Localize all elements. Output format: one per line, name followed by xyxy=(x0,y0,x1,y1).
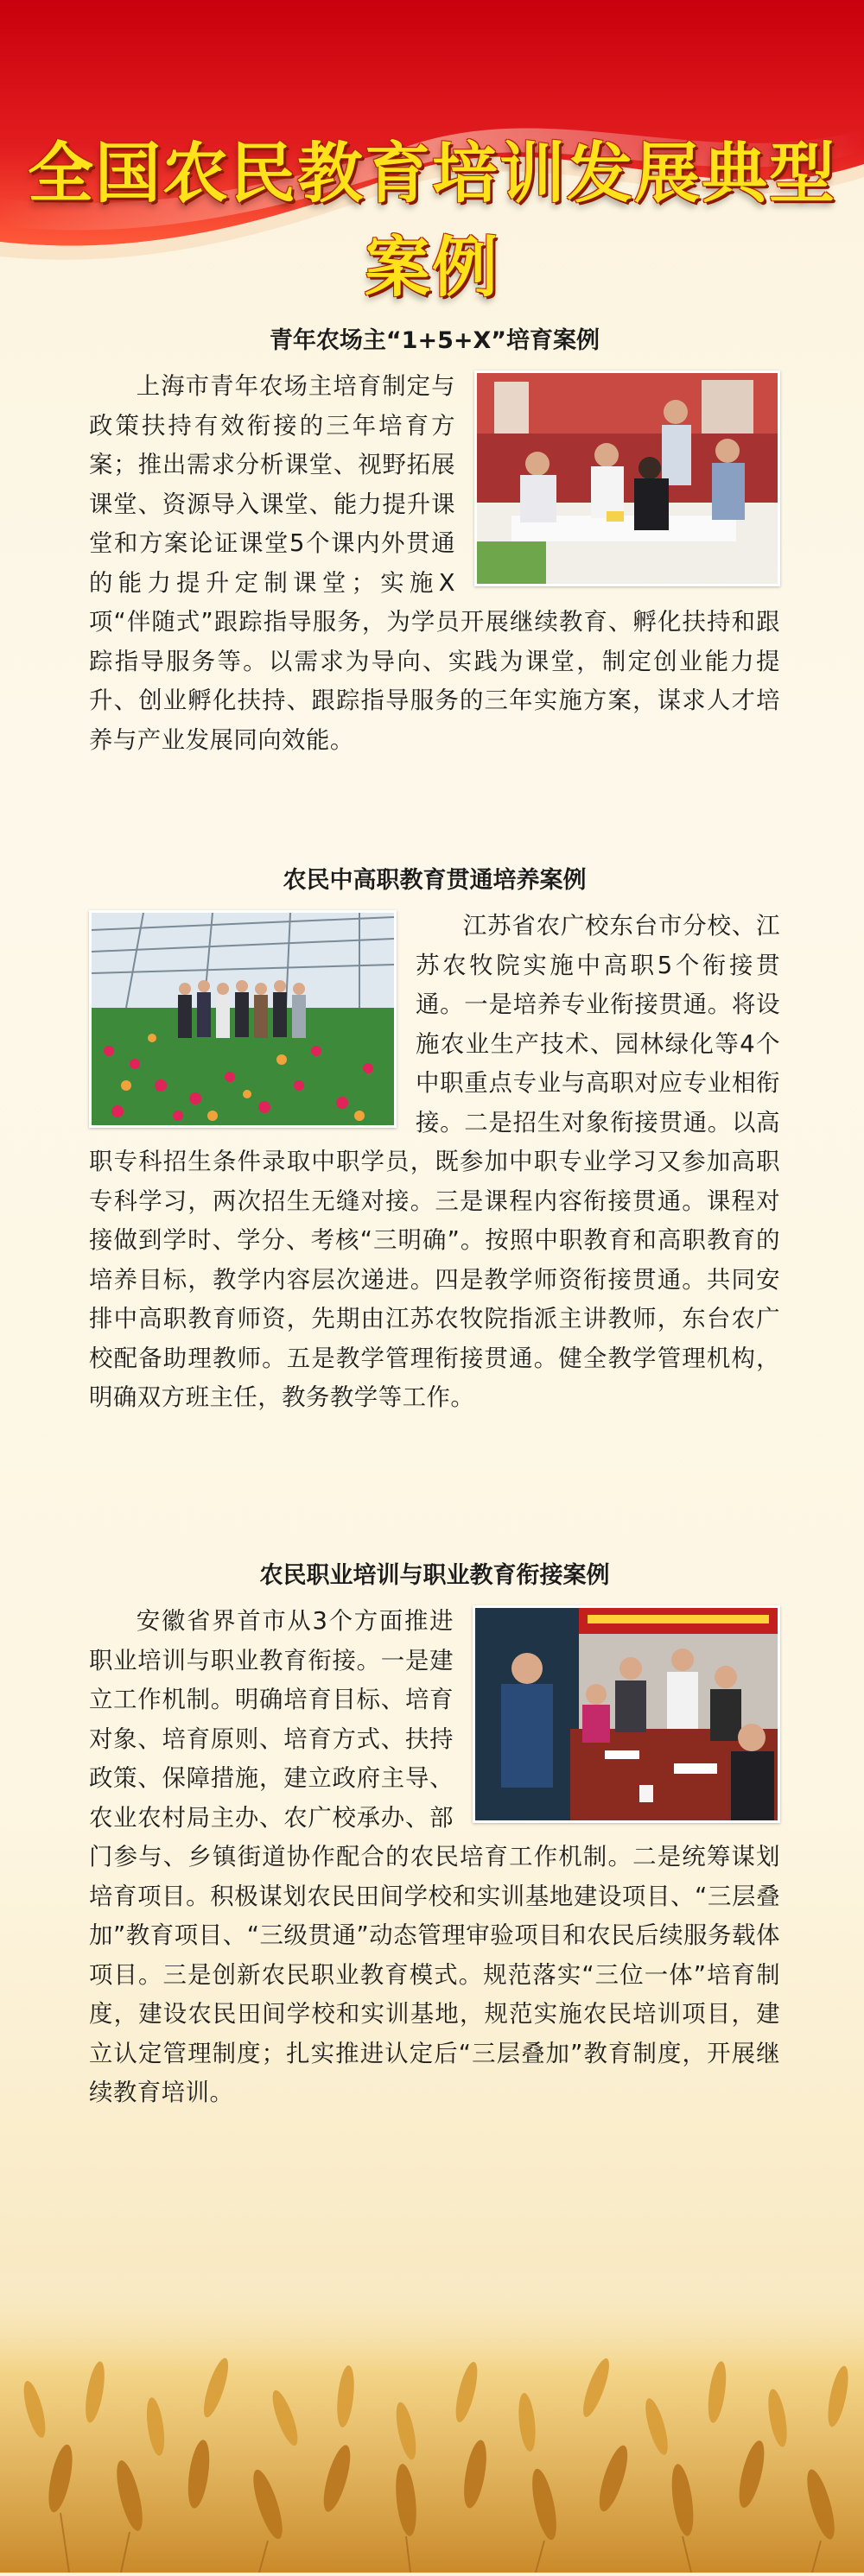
wheat-field-decoration xyxy=(0,2263,864,2573)
case-section-3 xyxy=(89,1559,780,2113)
case-body-2: 江苏省农广校东台市分校、江苏农牧院实施中高职5个衔接贯通。一是培养专业衔接贯通。将设施农业生产技术、园林绿化等4个中职重点专业与高职对应专业相衔接。二是招生对象衔接贯通。以高职专科招生条件录取中职学员，既参加中职专业学习又参加高职专科学习，两次招生无缝对接。三是课程内容衔接贯通。课程对接做到学时、学分、考核“三明确”。按照中职教育和高职教育的培养目标，教学内容层次递进。四是教学师资衔接贯通。共同安排中高职教育师资，先期由江苏农牧院指派主讲教师，东台农广校配备助理教师。五是教学管理衔接贯通。健全教学管理机构，明确双方班主任，教务教学等工作。 xyxy=(89,913,780,1411)
case-title-2: 农民中高职教育贯通培养案例 xyxy=(283,867,587,894)
case-section-2 xyxy=(89,864,780,1418)
case-photo-3 xyxy=(473,1605,780,1823)
case-photo-1 xyxy=(474,370,780,586)
case-photo-2 xyxy=(89,910,397,1128)
case-title-3: 农民职业培训与职业教育衔接案例 xyxy=(259,1562,610,1589)
case-title-1: 青年农场主“1+5+X”培育案例 xyxy=(269,327,600,354)
page-title: 全国农民教育培训发展典型案例 xyxy=(28,135,836,306)
header-banner xyxy=(0,0,864,306)
case-body-3: 安徽省界首市从3个方面推进职业培训与职业教育衔接。一是建立工作机制。明确培育目标、培育对象、培育原则、培育方式、扶持政策、保障措施，建立政府主导、农业农村局主办、农广校承办、部门参与、乡镇街道协作配合的农民培育工作机制。二是统筹谋划培育项目。积极谋划农民田间学校和实训基地建设项目、“三层叠加”教育项目、“三级贯通”动态管理审验项目和农民后续服务载体项目。三是创新农民职业教育模式。规范落实“三位一体”培育制度，建设农民田间学校和实训基地，规范实施农民培训项目，建立认定管理制度；扎实推进认定后“三层叠加”教育制度，开展继续教育培训。 xyxy=(89,1608,780,2106)
case-body-1: 上海市青年农场主培育制定与政策扶持有效衔接的三年培育方案；推出需求分析课堂、视野拓展课堂、资源导入课堂、能力提升课堂和方案论证课堂5个课内外贯通的能力提升定制课堂；实施X项“伴随式”跟踪指导服务，为学员开展继续教育、孵化扶持和跟踪指导服务等。以需求为导向、实践为课堂，制定创业能力提升、创业孵化扶持、跟踪指导服务的三年实施方案，谋求人才培养与产业发展同向效能。 xyxy=(89,373,780,754)
case-section-1 xyxy=(89,324,780,760)
